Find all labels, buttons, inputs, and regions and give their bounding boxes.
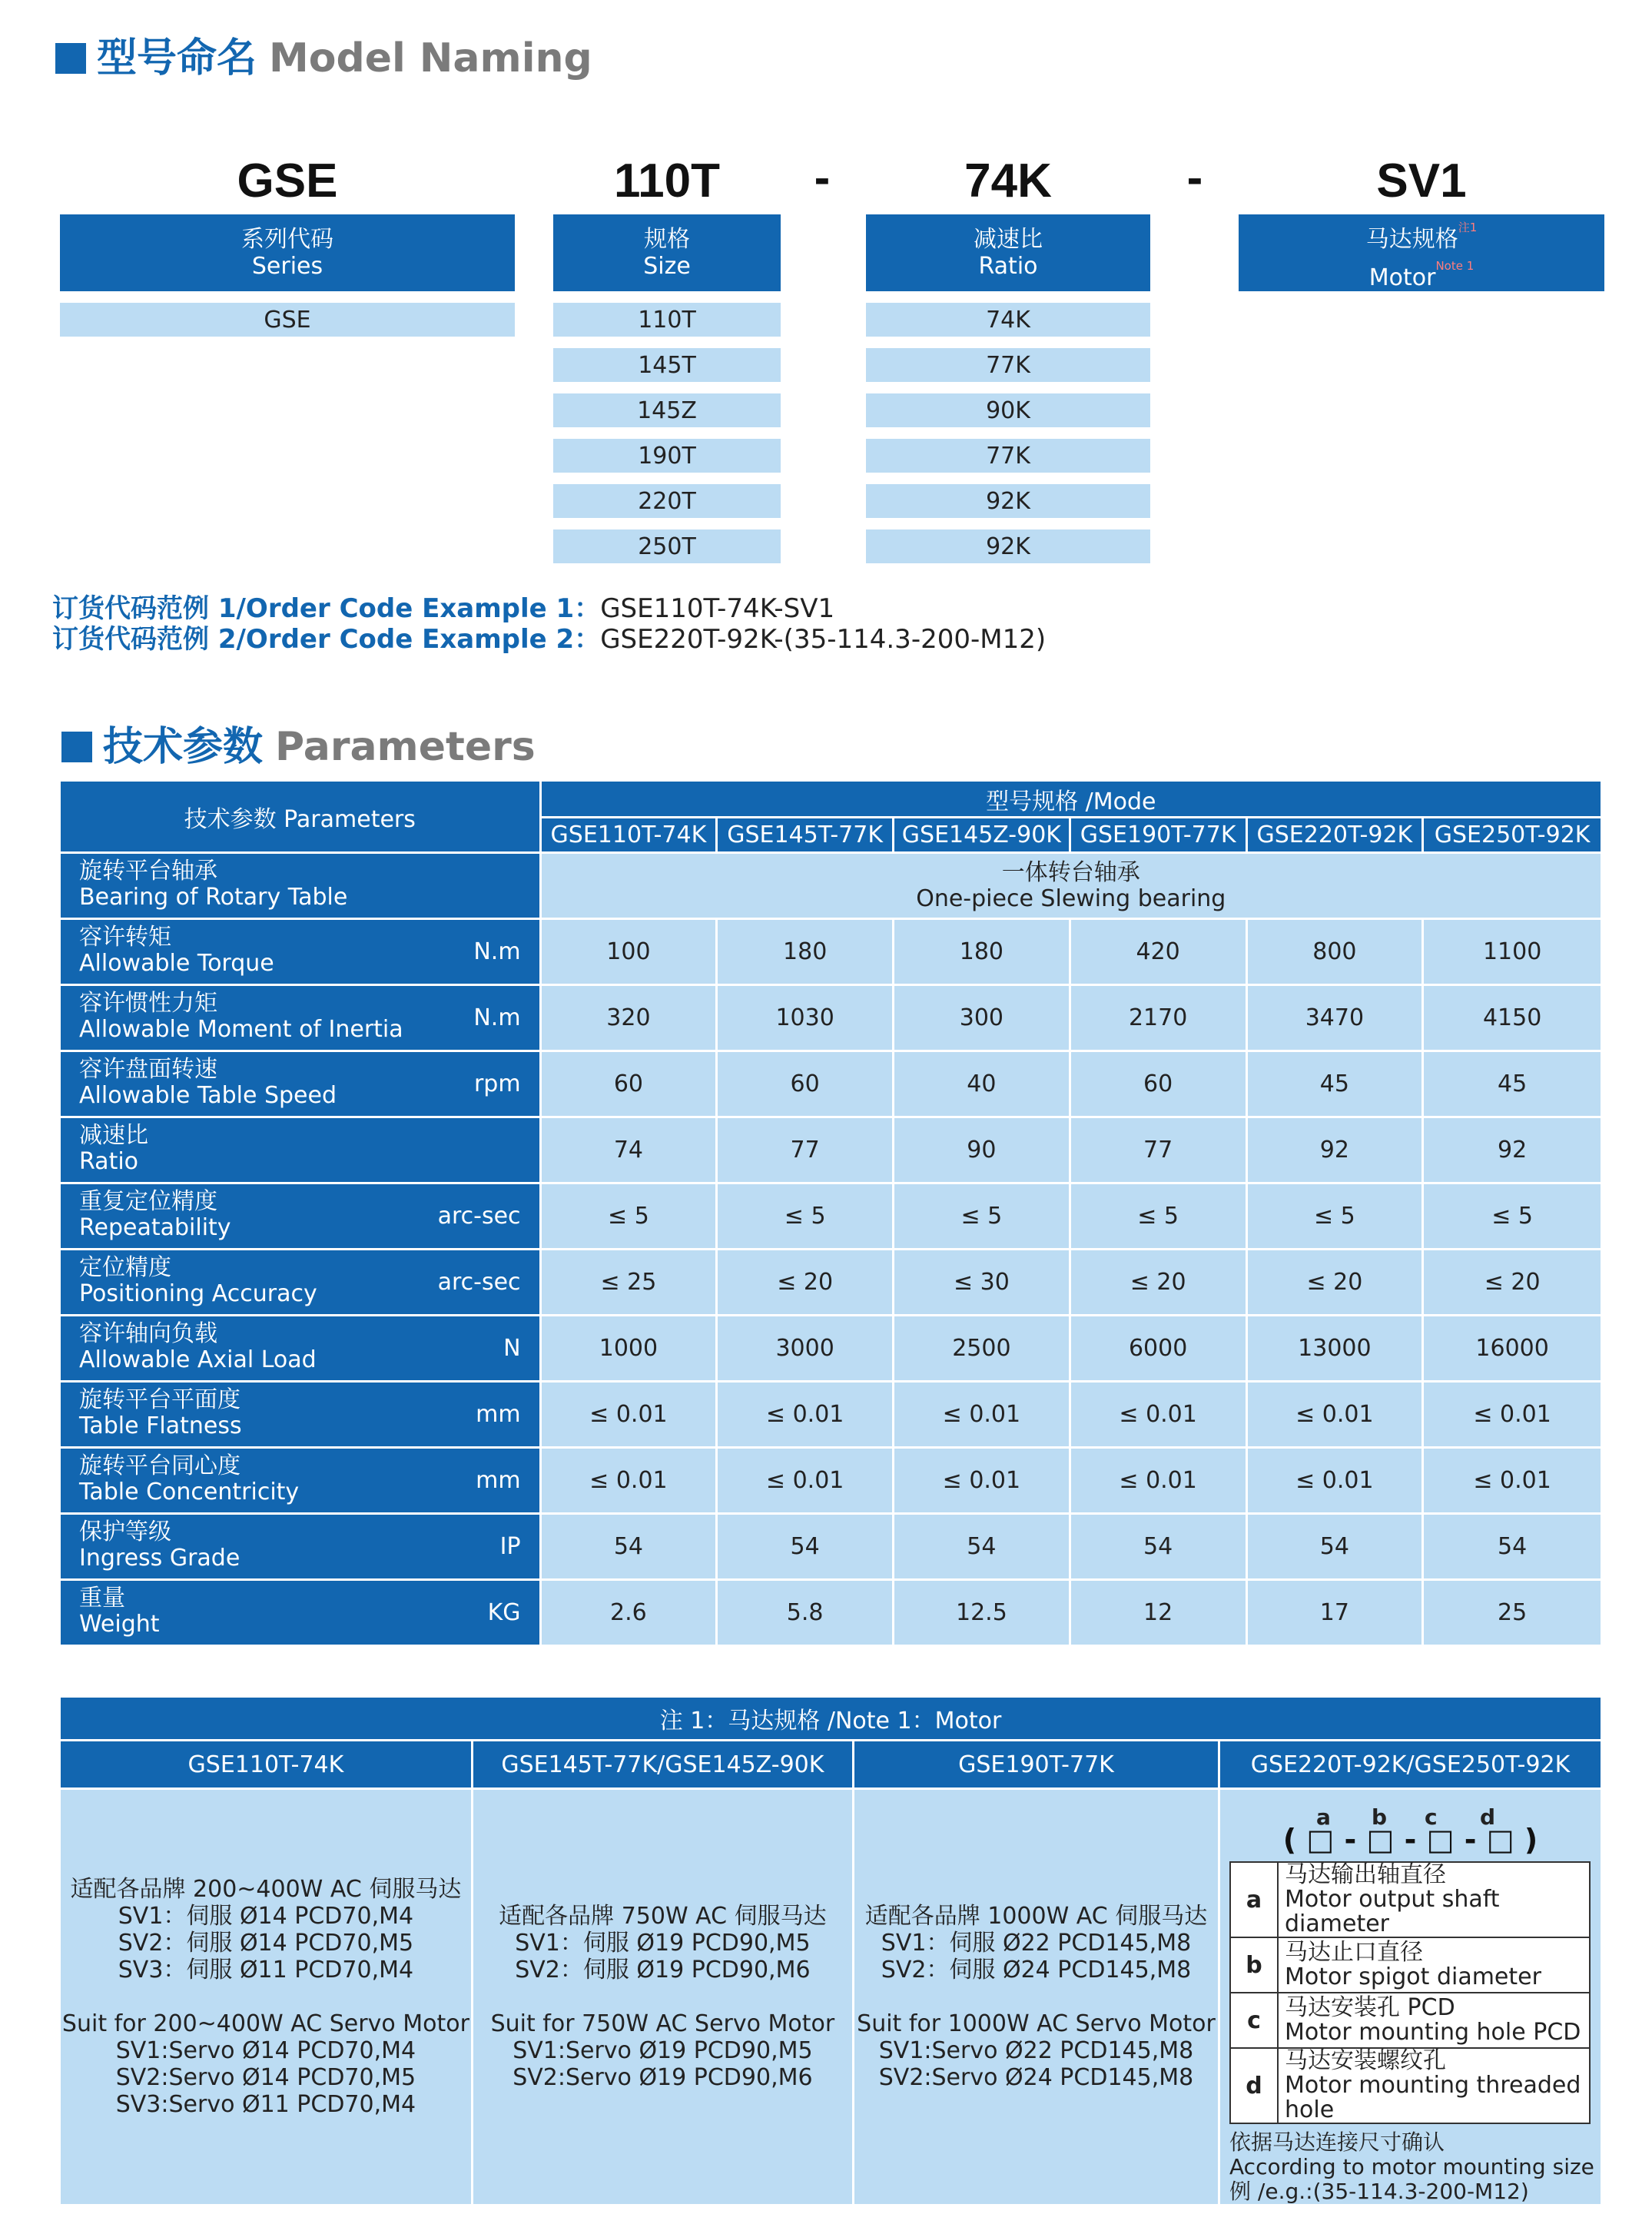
table-row bbox=[60, 1316, 1602, 1382]
table-cell: 2170 bbox=[1070, 985, 1246, 1051]
table-cell: 420 bbox=[1070, 919, 1246, 985]
parameters-heading: 技术参数 Parameters bbox=[61, 722, 536, 772]
table-cell: ≤ 0.01 bbox=[1246, 1382, 1423, 1448]
table-cell: 60 bbox=[540, 1051, 717, 1117]
ratio-value: 77K bbox=[866, 348, 1150, 382]
table-row bbox=[60, 1580, 1602, 1646]
row-label: 重复定位精度 Repeatability arc-sec bbox=[60, 1183, 541, 1250]
code-ratio: 74K bbox=[964, 154, 1052, 207]
note1-col1: 适配各品牌 200~400W AC 伺服马达 SV1：伺服 Ø14 PCD70,M4 SV2：伺服 Ø14 PCD70,M5 SV3：伺服 Ø11 PCD70,M4 Suit for 200~400W AC Servo Motor SV1:Servo Ø14 PCD70,M4 SV2:Servo Ø14 PCD70,M5 SV3:Servo Ø11 PCD70,M4 bbox=[60, 1789, 473, 2206]
table-cell: ≤ 30 bbox=[894, 1250, 1070, 1316]
table-cell: 1100 bbox=[1423, 919, 1602, 985]
table-cell: ≤ 0.01 bbox=[1246, 1448, 1423, 1514]
table-cell: 2.6 bbox=[540, 1580, 717, 1646]
table-cell: 54 bbox=[1423, 1514, 1602, 1580]
code-motor: SV1 bbox=[1376, 154, 1467, 207]
table-cell: ≤ 20 bbox=[1423, 1250, 1602, 1316]
row-label: 容许盘面转速 Allowable Table Speed rpm bbox=[60, 1051, 541, 1117]
table-cell: ≤ 5 bbox=[1423, 1183, 1602, 1250]
note1-col-header: GSE190T-77K bbox=[853, 1741, 1219, 1789]
table-cell: ≤ 5 bbox=[1246, 1183, 1423, 1250]
table-cell: ≤ 5 bbox=[540, 1183, 717, 1250]
model-header: GSE190T-77K bbox=[1070, 818, 1246, 853]
unit-label: N.m bbox=[473, 1004, 521, 1031]
table-cell: 13000 bbox=[1246, 1316, 1423, 1382]
table-cell: ≤ 5 bbox=[894, 1183, 1070, 1250]
unit-label: rpm bbox=[473, 1071, 521, 1097]
table-cell: 40 bbox=[894, 1051, 1070, 1117]
order-example-1: 订货代码范例 1/Order Code Example 1：GSE110T-74K-SV1 bbox=[52, 593, 835, 624]
table-cell: 6000 bbox=[1070, 1316, 1246, 1382]
table-cell: 320 bbox=[540, 985, 717, 1051]
ratio-value: 74K bbox=[866, 303, 1150, 337]
mounting-confirm-note: 依据马达连接尺寸确认 According to motor mounting size 例 /e.g.:(35-114.3-200-M12) bbox=[1229, 2129, 1594, 2204]
table-row bbox=[60, 1183, 1602, 1250]
table-cell: 1000 bbox=[540, 1316, 717, 1382]
table-cell: 1030 bbox=[717, 985, 894, 1051]
size-value: 220T bbox=[553, 484, 781, 518]
note1-col3: 适配各品牌 1000W AC 伺服马达 SV1：伺服 Ø22 PCD145,M8 SV2：伺服 Ø24 PCD145,M8 Suit for 1000W AC Servo Motor SV1:Servo Ø22 PCD145,M8 SV2:Servo Ø24 PCD145,M8 bbox=[853, 1789, 1219, 2206]
table-cell: ≤ 20 bbox=[1246, 1250, 1423, 1316]
definition-row: c 马达安装孔 PCD Motor mounting hole PCD bbox=[1230, 1993, 1590, 2048]
table-cell: ≤ 0.01 bbox=[1423, 1382, 1602, 1448]
mode-header: 型号规格 /Mode bbox=[540, 781, 1601, 818]
param-corner-header: 技术参数 Parameters bbox=[60, 781, 541, 853]
table-cell: 74 bbox=[540, 1117, 717, 1183]
table-cell: ≤ 0.01 bbox=[1423, 1448, 1602, 1514]
table-cell: 92 bbox=[1423, 1117, 1602, 1183]
ratio-value: 92K bbox=[866, 529, 1150, 563]
ratio-value: 92K bbox=[866, 484, 1150, 518]
table-cell: ≤ 0.01 bbox=[894, 1382, 1070, 1448]
ratio-value: 77K bbox=[866, 439, 1150, 473]
note1-table bbox=[58, 1695, 1603, 2206]
model-header: GSE220T-92K bbox=[1246, 818, 1423, 853]
table-cell: 45 bbox=[1246, 1051, 1423, 1117]
code-series: GSE bbox=[237, 154, 338, 207]
table-cell: 100 bbox=[540, 919, 717, 985]
table-cell: 800 bbox=[1246, 919, 1423, 985]
table-row bbox=[60, 853, 1602, 919]
table-cell: ≤ 25 bbox=[540, 1250, 717, 1316]
table-cell: ≤ 0.01 bbox=[717, 1448, 894, 1514]
table-cell: 180 bbox=[894, 919, 1070, 985]
table-cell: 180 bbox=[717, 919, 894, 985]
unit-label: KG bbox=[487, 1599, 521, 1626]
note-ref-cn: 注1 bbox=[1458, 221, 1478, 234]
square-bullet-icon bbox=[61, 732, 92, 762]
code-pattern: ( □ - □ - □ - □ ) bbox=[1282, 1823, 1538, 1857]
order-example-2: 订货代码范例 2/Order Code Example 2：GSE220T-92K-(35-114.3-200-M12) bbox=[52, 624, 1047, 655]
table-cell: 54 bbox=[1246, 1514, 1423, 1580]
table-cell: 2500 bbox=[894, 1316, 1070, 1382]
table-cell: 54 bbox=[540, 1514, 717, 1580]
table-cell: ≤ 0.01 bbox=[540, 1382, 717, 1448]
row-label: 容许惯性力矩 Allowable Moment of Inertia N.m bbox=[60, 985, 541, 1051]
table-row bbox=[60, 1117, 1602, 1183]
row-label: 减速比 Ratio bbox=[60, 1117, 541, 1183]
table-cell: 4150 bbox=[1423, 985, 1602, 1051]
abcd-letters: a b c d bbox=[1316, 1804, 1496, 1830]
code-dash-2: - bbox=[1186, 151, 1203, 204]
size-value: 145T bbox=[553, 348, 781, 382]
size-value: 110T bbox=[553, 303, 781, 337]
table-cell: 12.5 bbox=[894, 1580, 1070, 1646]
unit-label: arc-sec bbox=[437, 1269, 521, 1296]
table-cell: 77 bbox=[717, 1117, 894, 1183]
parameters-table bbox=[58, 779, 1603, 1647]
model-naming-heading: 型号命名 Model Naming bbox=[55, 34, 592, 83]
table-cell: 300 bbox=[894, 985, 1070, 1051]
table-cell: 12 bbox=[1070, 1580, 1246, 1646]
table-cell: 17 bbox=[1246, 1580, 1423, 1646]
unit-label: IP bbox=[499, 1533, 521, 1560]
table-cell: 3470 bbox=[1246, 985, 1423, 1051]
table-row bbox=[60, 1051, 1602, 1117]
size-header: 规格 Size bbox=[553, 214, 781, 291]
model-header: GSE110T-74K bbox=[540, 818, 717, 853]
model-header: GSE250T-92K bbox=[1423, 818, 1602, 853]
note1-col-header: GSE110T-74K bbox=[60, 1741, 473, 1789]
row-label: 容许轴向负载 Allowable Axial Load N bbox=[60, 1316, 541, 1382]
row-label: 重量 Weight KG bbox=[60, 1580, 541, 1646]
note1-col-header: GSE220T-92K/GSE250T-92K bbox=[1219, 1741, 1602, 1789]
table-cell: 3000 bbox=[717, 1316, 894, 1382]
unit-label: mm bbox=[476, 1467, 521, 1494]
table-row bbox=[60, 1382, 1602, 1448]
row-label: 保护等级 Ingress Grade IP bbox=[60, 1514, 541, 1580]
table-cell: ≤ 20 bbox=[1070, 1250, 1246, 1316]
note1-col4 bbox=[1219, 1789, 1602, 2206]
code-size: 110T bbox=[614, 154, 720, 207]
table-cell: ≤ 5 bbox=[1070, 1183, 1246, 1250]
note1-title: 注 1：马达规格 /Note 1：Motor bbox=[60, 1697, 1602, 1741]
table-cell: 54 bbox=[1070, 1514, 1246, 1580]
table-cell: 92 bbox=[1246, 1117, 1423, 1183]
square-bullet-icon bbox=[55, 43, 86, 74]
series-value: GSE bbox=[60, 303, 515, 337]
unit-label: N bbox=[503, 1335, 521, 1362]
ratio-value: 90K bbox=[866, 393, 1150, 427]
table-cell: 54 bbox=[717, 1514, 894, 1580]
table-cell: ≤ 0.01 bbox=[894, 1448, 1070, 1514]
definition-row: a 马达输出轴直径 Motor output shaft diameter bbox=[1230, 1862, 1590, 1937]
table-cell: 90 bbox=[894, 1117, 1070, 1183]
table-cell: ≤ 20 bbox=[717, 1250, 894, 1316]
table-cell: ≤ 0.01 bbox=[1070, 1382, 1246, 1448]
ratio-header: 减速比 Ratio bbox=[866, 214, 1150, 291]
table-row bbox=[60, 1250, 1602, 1316]
row-label: 旋转平台轴承 Bearing of Rotary Table bbox=[60, 853, 541, 919]
unit-label: mm bbox=[476, 1401, 521, 1428]
table-cell: 60 bbox=[717, 1051, 894, 1117]
table-row bbox=[60, 985, 1602, 1051]
table-cell: 5.8 bbox=[717, 1580, 894, 1646]
row-label: 定位精度 Positioning Accuracy arc-sec bbox=[60, 1250, 541, 1316]
table-cell: 16000 bbox=[1423, 1316, 1602, 1382]
note1-col-header: GSE145T-77K/GSE145Z-90K bbox=[472, 1741, 853, 1789]
size-value: 250T bbox=[553, 529, 781, 563]
row-label: 旋转平台平面度 Table Flatness mm bbox=[60, 1382, 541, 1448]
table-cell: ≤ 5 bbox=[717, 1183, 894, 1250]
unit-label: N.m bbox=[473, 938, 521, 965]
model-header: GSE145T-77K bbox=[717, 818, 894, 853]
table-row bbox=[60, 1448, 1602, 1514]
row-label: 容许转矩 Allowable Torque N.m bbox=[60, 919, 541, 985]
table-cell: ≤ 0.01 bbox=[717, 1382, 894, 1448]
bearing-value: 一体转台轴承 One-piece Slewing bearing bbox=[540, 853, 1601, 919]
table-cell: ≤ 0.01 bbox=[1070, 1448, 1246, 1514]
code-dash-1: - bbox=[814, 151, 831, 204]
model-header: GSE145Z-90K bbox=[894, 818, 1070, 853]
row-label: 旋转平台同心度 Table Concentricity mm bbox=[60, 1448, 541, 1514]
abcd-definitions bbox=[1229, 1861, 1591, 2124]
motor-header: 马达规格$^{注1}$ Motor$^{Note 1}$ bbox=[1239, 214, 1604, 291]
note-ref-en: Note 1 bbox=[1435, 259, 1475, 273]
size-value: 145Z bbox=[553, 393, 781, 427]
unit-label: arc-sec bbox=[437, 1203, 521, 1230]
table-cell: 45 bbox=[1423, 1051, 1602, 1117]
table-cell: 25 bbox=[1423, 1580, 1602, 1646]
table-cell: ≤ 0.01 bbox=[540, 1448, 717, 1514]
definition-row: d 马达安装螺纹孔 Motor mounting threaded hole bbox=[1230, 2048, 1590, 2123]
table-row bbox=[60, 919, 1602, 985]
table-row bbox=[60, 1514, 1602, 1580]
series-header: 系列代码 Series bbox=[60, 214, 515, 291]
table-cell: 54 bbox=[894, 1514, 1070, 1580]
note1-col2: 适配各品牌 750W AC 伺服马达 SV1：伺服 Ø19 PCD90,M5 SV2：伺服 Ø19 PCD90,M6 Suit for 750W AC Servo Motor SV1:Servo Ø19 PCD90,M5 SV2:Servo Ø19 PCD90,M6 bbox=[472, 1789, 853, 2206]
table-cell: 60 bbox=[1070, 1051, 1246, 1117]
table-cell: 77 bbox=[1070, 1117, 1246, 1183]
definition-row: b 马达止口直径 Motor spigot diameter bbox=[1230, 1937, 1590, 1993]
size-value: 190T bbox=[553, 439, 781, 473]
